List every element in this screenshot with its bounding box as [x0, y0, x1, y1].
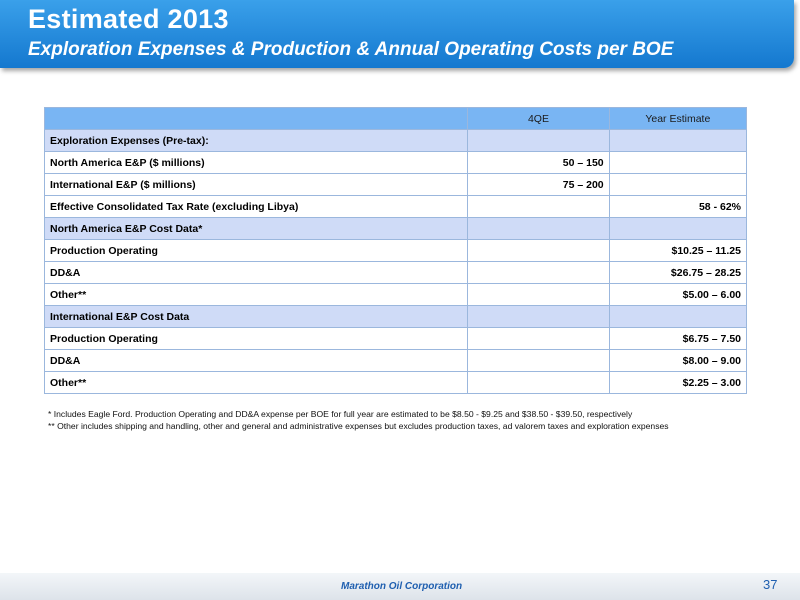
header-year-estimate: Year Estimate: [609, 108, 746, 130]
row-4qe: 50 – 150: [468, 152, 609, 174]
table-row: [45, 152, 747, 174]
company-name: Marathon Oil Corporation: [341, 581, 463, 592]
row-year-estimate: [609, 218, 746, 240]
row-4qe: [468, 130, 609, 152]
row-label: Other**: [45, 372, 468, 394]
row-4qe: 75 – 200: [468, 174, 609, 196]
table-row: [45, 372, 747, 394]
row-year-estimate: [609, 306, 746, 328]
estimates-table: [44, 107, 747, 394]
row-4qe: [468, 372, 609, 394]
header-4qe: 4QE: [468, 108, 609, 130]
row-label: DD&A: [45, 262, 468, 284]
row-year-estimate: $26.75 – 28.25: [609, 262, 746, 284]
table-row: [45, 196, 747, 218]
page-subtitle: Exploration Expenses & Production & Annual Operating Costs per BOE: [28, 39, 674, 60]
table-row: [45, 328, 747, 350]
footnote-1: * Includes Eagle Ford. Production Operating and DD&A expense per BOE for full year are estimated to be $8.50 - $9.25 and $38.50 - $39.50, respectively: [48, 409, 633, 419]
row-year-estimate: [609, 174, 746, 196]
row-4qe: [468, 262, 609, 284]
row-year-estimate: $5.00 – 6.00: [609, 284, 746, 306]
table-row: [45, 174, 747, 196]
row-year-estimate: [609, 152, 746, 174]
row-label: Effective Consolidated Tax Rate (excluding Libya): [45, 196, 468, 218]
table-body: [45, 130, 747, 394]
section-row: [45, 130, 747, 152]
row-label: Production Operating: [45, 328, 468, 350]
footnotes: [48, 408, 669, 432]
row-4qe: [468, 196, 609, 218]
footnote-2: ** Other includes shipping and handling, other and general and administrative expenses but excludes production taxes, ad valorem taxes and exploration expenses: [48, 421, 669, 431]
row-year-estimate: $10.25 – 11.25: [609, 240, 746, 262]
row-year-estimate: [609, 130, 746, 152]
row-year-estimate: $8.00 – 9.00: [609, 350, 746, 372]
row-label: DD&A: [45, 350, 468, 372]
row-label: International E&P ($ millions): [45, 174, 468, 196]
row-label: Other**: [45, 284, 468, 306]
header-blank: [45, 108, 468, 130]
row-label: International E&P Cost Data: [45, 306, 468, 328]
section-row: [45, 306, 747, 328]
page-title: Estimated 2013: [28, 4, 229, 34]
row-year-estimate: $2.25 – 3.00: [609, 372, 746, 394]
row-label: Production Operating: [45, 240, 468, 262]
page-number: 37: [763, 577, 778, 592]
section-row: [45, 218, 747, 240]
row-4qe: [468, 328, 609, 350]
row-label: North America E&P ($ millions): [45, 152, 468, 174]
row-4qe: [468, 350, 609, 372]
row-label: Exploration Expenses (Pre-tax):: [45, 130, 468, 152]
table-row: [45, 262, 747, 284]
row-4qe: [468, 306, 609, 328]
title-banner: [0, 0, 794, 68]
row-4qe: [468, 284, 609, 306]
table-row: [45, 350, 747, 372]
table-row: [45, 240, 747, 262]
row-4qe: [468, 240, 609, 262]
row-4qe: [468, 218, 609, 240]
row-label: North America E&P Cost Data*: [45, 218, 468, 240]
table-row: [45, 284, 747, 306]
table-header-row: [45, 108, 747, 130]
row-year-estimate: 58 - 62%: [609, 196, 746, 218]
row-year-estimate: $6.75 – 7.50: [609, 328, 746, 350]
